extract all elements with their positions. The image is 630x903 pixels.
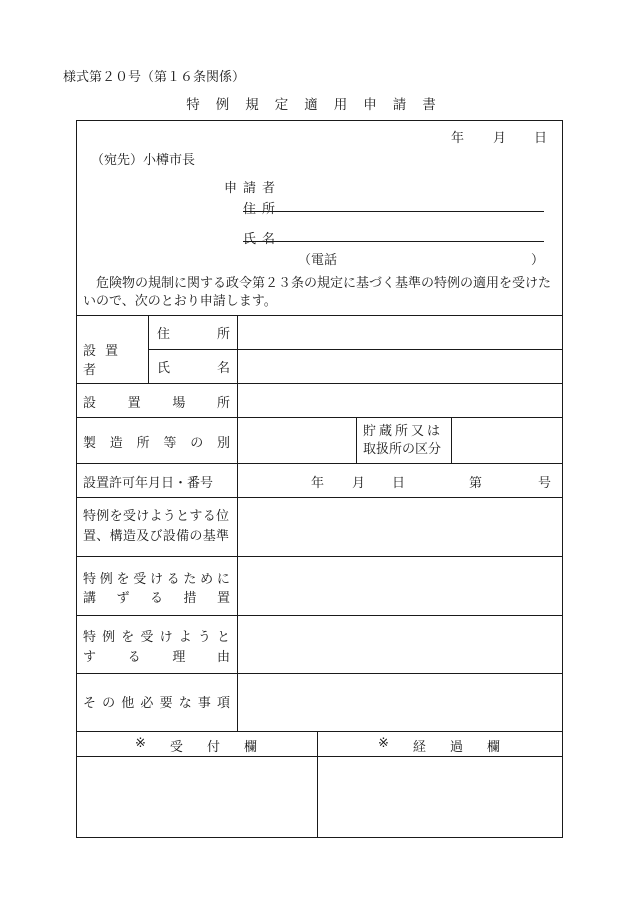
progress-field[interactable] bbox=[318, 757, 562, 837]
divider-line bbox=[76, 731, 563, 732]
addressee: （宛先）小樽市長 bbox=[91, 153, 196, 168]
applicant-label: 申請者 bbox=[224, 181, 282, 196]
divider-line bbox=[76, 463, 563, 464]
installer-name-field[interactable] bbox=[238, 350, 562, 382]
storage-category-label: 貯蔵所又は 取扱所の区分 bbox=[363, 424, 444, 457]
other-field[interactable] bbox=[238, 674, 562, 730]
facility-type-field[interactable] bbox=[238, 418, 355, 462]
location-field[interactable] bbox=[238, 384, 562, 416]
reception-field[interactable] bbox=[77, 757, 316, 837]
divider-line bbox=[356, 417, 357, 463]
facility-type-label: 製 造 所 等 の 別 bbox=[83, 436, 230, 451]
reception-header: ※ 受 付 欄 bbox=[135, 736, 257, 755]
installer-name-label: 氏 名 bbox=[157, 361, 230, 376]
permit-number-prefix: 第 bbox=[469, 476, 483, 491]
reason-label-line2: す る 理 由 bbox=[83, 650, 230, 665]
date-day-label: 日 bbox=[534, 131, 548, 146]
location-label: 設 置 場 所 bbox=[83, 396, 230, 411]
applicant-address-line[interactable] bbox=[243, 211, 544, 212]
measures-field[interactable] bbox=[238, 557, 562, 614]
divider-line bbox=[148, 315, 149, 383]
reason-label-line1: 特 例 を 受 け よ う と bbox=[83, 630, 230, 645]
permit-label: 設置許可年月日・番号 bbox=[83, 476, 214, 491]
applicant-name-label: 氏名 bbox=[243, 232, 282, 247]
permit-day-label: 日 bbox=[392, 476, 406, 491]
permit-month-label: 月 bbox=[352, 476, 366, 491]
storage-category-field[interactable] bbox=[452, 418, 562, 462]
criteria-field[interactable] bbox=[238, 498, 562, 555]
other-label: そ の 他 必 要 な 事 項 bbox=[83, 696, 230, 711]
measures-label-line2: 講 ず る 措 置 bbox=[83, 591, 230, 606]
document-title: 特例規定適用申請書 bbox=[186, 97, 452, 113]
installer-label: 設置者 bbox=[83, 344, 128, 378]
reason-field[interactable] bbox=[238, 616, 562, 672]
installer-address-label: 住 所 bbox=[157, 327, 230, 342]
criteria-label: 特例を受けようとする位 置、構造及び設備の基準 bbox=[83, 509, 230, 544]
applicant-address-label: 住所 bbox=[243, 202, 282, 217]
applicant-phone-label: （電話 bbox=[298, 253, 338, 268]
applicant-name-line[interactable] bbox=[243, 241, 544, 242]
permit-year-label: 年 bbox=[311, 476, 325, 491]
permit-number-suffix: 号 bbox=[538, 476, 552, 491]
installer-address-field[interactable] bbox=[238, 316, 562, 348]
application-statement: 危険物の規制に関する政令第２３条の規定に基づく基準の特例の適用を受けたいので、次のとおり申請します。 bbox=[83, 276, 552, 309]
measures-label-line1: 特 例 を 受 け る た め に bbox=[83, 572, 230, 587]
date-year-label: 年 bbox=[451, 131, 465, 146]
applicant-phone-close: ） bbox=[531, 253, 545, 268]
date-month-label: 月 bbox=[493, 131, 507, 146]
form-number: 様式第２０号（第１６条関係） bbox=[63, 70, 246, 85]
progress-header: ※ 経 過 欄 bbox=[378, 736, 500, 755]
